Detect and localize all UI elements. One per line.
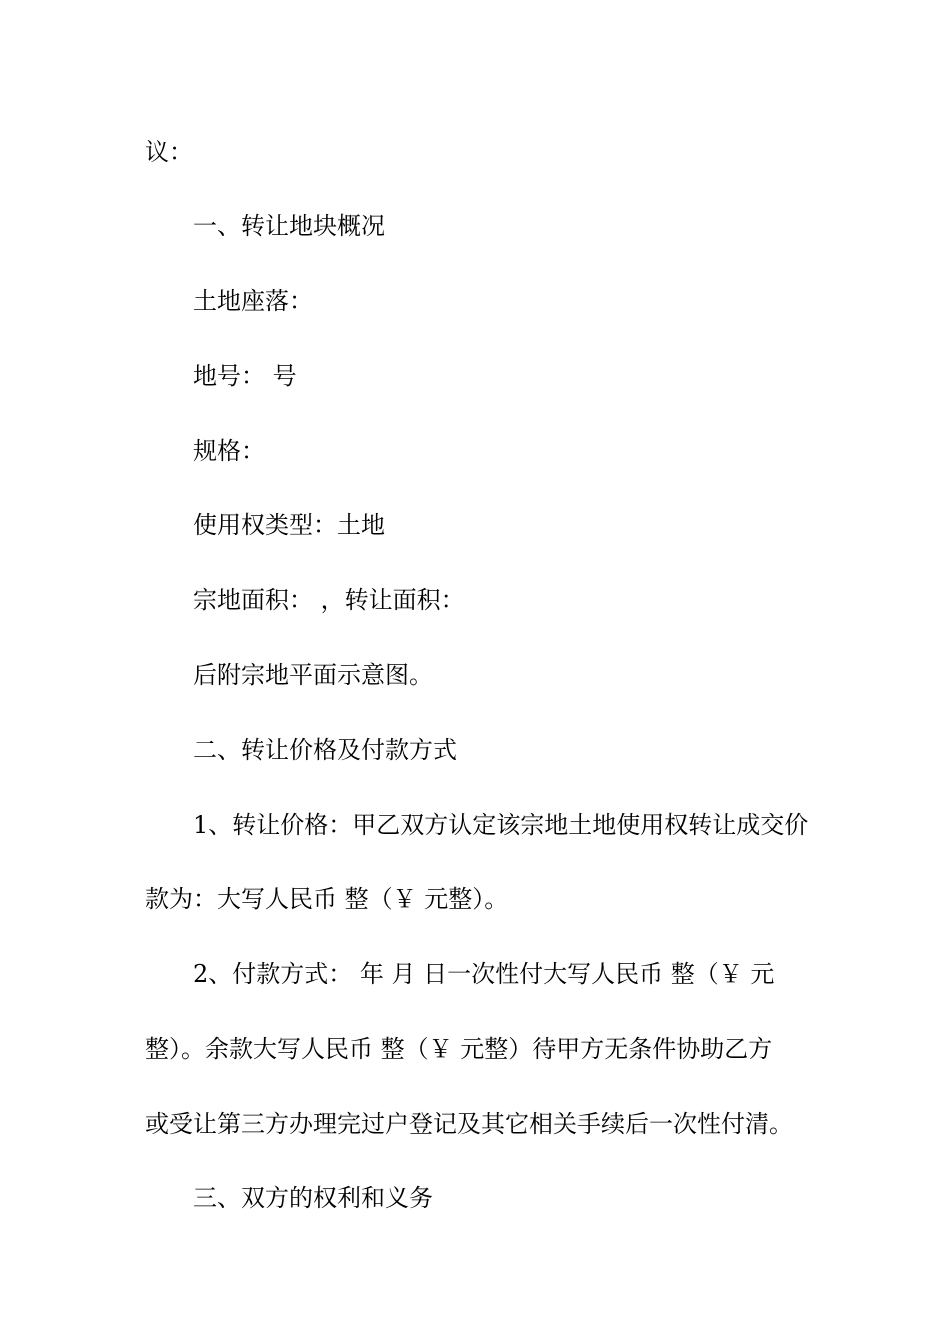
text-attachment-note: 后附宗地平面示意图。 <box>193 661 433 689</box>
field-land-location: 土地座落： <box>193 287 313 315</box>
paragraph-payment-line-1: 2、付款方式： 年 月 日一次性付大写人民币 整（￥ 元 <box>193 960 775 988</box>
paragraph-payment-line-2: 整）。余款大写人民币 整（￥ 元整）待甲方无条件协助乙方 <box>145 1035 773 1063</box>
section-heading-3: 三、双方的权利和义务 <box>193 1184 433 1212</box>
field-lot-number: 地号： 号 <box>193 362 297 390</box>
paragraph-price-line-1: 1、转让价格：甲乙双方认定该宗地土地使用权转让成交价 <box>193 811 809 839</box>
field-use-right-type: 使用权类型：土地 <box>193 511 385 539</box>
paragraph-payment-line-3: 或受让第三方办理完过户登记及其它相关手续后一次性付清。 <box>145 1110 793 1138</box>
paragraph-price-line-2: 款为：大写人民币 整（￥ 元整）。 <box>145 885 509 913</box>
field-area: 宗地面积： ，转让面积： <box>193 586 465 614</box>
section-heading-2: 二、转让价格及付款方式 <box>193 736 457 764</box>
section-heading-1: 一、转让地块概况 <box>193 212 385 240</box>
field-specification: 规格： <box>193 437 265 465</box>
text-line-continuation: 议： <box>145 138 193 166</box>
